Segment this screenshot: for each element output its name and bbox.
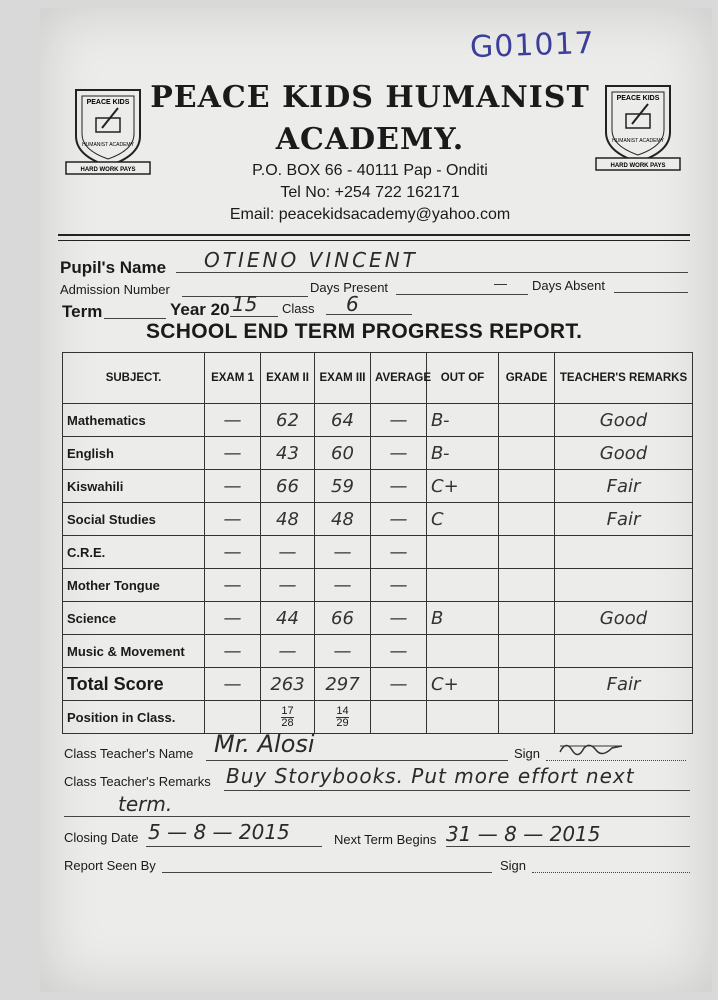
subject-cell: Position in Class.	[63, 701, 205, 734]
table-row	[63, 602, 693, 635]
exam3-cell: 66	[315, 602, 371, 635]
school-address: P.O. BOX 66 - 40111 Pap - Onditi	[252, 162, 488, 179]
out-of-cell: B-	[427, 437, 499, 470]
class-value: 6	[346, 292, 359, 316]
average-cell: —	[371, 569, 427, 602]
grade-cell	[499, 536, 555, 569]
table-row	[63, 569, 693, 602]
logo-ring-text: HUMANIST ACADEMY	[612, 138, 664, 144]
exam1-cell: —	[205, 503, 261, 536]
logo-top-text: PEACE KIDS	[616, 95, 660, 102]
table-row	[63, 470, 693, 503]
subject-cell: Kiswahili	[63, 470, 205, 503]
exam2-cell: —	[261, 635, 315, 668]
exam2-cell: 62	[261, 404, 315, 437]
grade-cell	[499, 635, 555, 668]
remarks-cell: Fair	[555, 503, 693, 536]
teacher-remarks-line2	[64, 816, 690, 817]
school-logo-left	[62, 84, 154, 180]
exam2-cell: 44	[261, 602, 315, 635]
out-of-cell	[427, 536, 499, 569]
total-score-row	[63, 668, 693, 701]
admission-number-label: Admission Number	[60, 282, 170, 297]
exam2-cell: 263	[261, 668, 315, 701]
col-grade: GRADE	[499, 353, 555, 404]
logo-banner-text: HARD WORK PAYS	[610, 163, 666, 169]
out-of-cell	[427, 701, 499, 734]
average-cell	[371, 701, 427, 734]
exam3-position-cell	[315, 701, 371, 734]
remarks-cell	[555, 635, 693, 668]
parent-sign-line	[532, 872, 690, 873]
remarks-cell	[555, 536, 693, 569]
subject-cell: Science	[63, 602, 205, 635]
table-header-row	[63, 353, 693, 404]
closing-date-label: Closing Date	[64, 830, 139, 845]
out-of-cell	[427, 569, 499, 602]
days-present-line	[396, 294, 528, 295]
exam2-cell: —	[261, 569, 315, 602]
teacher-name-label: Class Teacher's Name	[64, 746, 194, 761]
next-term-label: Next Term Begins	[334, 832, 437, 847]
average-cell: —	[371, 668, 427, 701]
term-line	[104, 318, 166, 319]
closing-date-line	[146, 846, 322, 847]
exam1-cell: —	[205, 668, 261, 701]
grade-cell	[499, 503, 555, 536]
year-label: Year 20	[170, 300, 230, 319]
logo-ring-text: HUMANIST ACADEMY	[82, 142, 134, 148]
average-cell: —	[371, 470, 427, 503]
teacher-remarks-line1	[224, 790, 690, 791]
exam1-cell: —	[205, 437, 261, 470]
exam2-cell: —	[261, 536, 315, 569]
next-term-value: 31 — 8 — 2015	[446, 822, 601, 846]
remarks-cell: Good	[555, 602, 693, 635]
subject-cell: English	[63, 437, 205, 470]
average-cell: —	[371, 635, 427, 668]
position-row	[63, 701, 693, 734]
exam2-cell: 48	[261, 503, 315, 536]
subject-cell: Social Studies	[63, 503, 205, 536]
teacher-remarks-value-2: term.	[118, 792, 173, 816]
report-title: SCHOOL END TERM PROGRESS REPORT.	[146, 320, 583, 343]
exam2-position-number: 17	[281, 704, 294, 717]
average-cell: —	[371, 404, 427, 437]
exam1-cell: —	[205, 536, 261, 569]
table-row	[63, 503, 693, 536]
school-name-line2: ACADEMY.	[275, 122, 465, 157]
table-row	[63, 437, 693, 470]
grade-cell	[499, 437, 555, 470]
average-cell: —	[371, 602, 427, 635]
teacher-sign-line	[546, 760, 686, 761]
reference-code: G01017	[469, 25, 596, 66]
exam2-class-size: 28	[281, 716, 294, 729]
exam3-position-fraction	[336, 706, 348, 729]
exam1-cell	[205, 701, 261, 734]
remarks-cell: Good	[555, 404, 693, 437]
remarks-cell: Fair	[555, 470, 693, 503]
grade-cell	[499, 668, 555, 701]
closing-date-value: 5 — 8 — 2015	[148, 820, 290, 844]
exam3-cell: 297	[315, 668, 371, 701]
school-name-line1: PEACE KIDS HUMANIST	[150, 80, 590, 115]
exam3-cell: 64	[315, 404, 371, 437]
out-of-cell	[427, 635, 499, 668]
exam2-position-cell	[261, 701, 315, 734]
exam3-cell: —	[315, 569, 371, 602]
subject-cell: Music & Movement	[63, 635, 205, 668]
school-email: Email: peacekidsacademy@yahoo.com	[229, 206, 511, 223]
remarks-cell: Good	[555, 437, 693, 470]
exam2-position-fraction	[281, 706, 293, 729]
col-subject: SUBJECT.	[63, 353, 205, 404]
out-of-cell: C+	[427, 470, 499, 503]
exam3-cell: —	[315, 635, 371, 668]
average-cell: —	[371, 437, 427, 470]
col-out-of: OUT OF	[427, 353, 499, 404]
remarks-cell	[555, 701, 693, 734]
out-of-cell: C+	[427, 668, 499, 701]
exam3-cell: 60	[315, 437, 371, 470]
exam1-cell: —	[205, 569, 261, 602]
exam2-cell: 66	[261, 470, 315, 503]
parent-sign-label: Sign	[500, 858, 527, 873]
exam1-cell: —	[205, 470, 261, 503]
pupil-name-label: Pupil's Name	[60, 258, 167, 277]
term-label: Term	[62, 302, 103, 321]
exam3-class-size: 29	[336, 716, 349, 729]
col-exam2: EXAM II	[261, 353, 315, 404]
exam2-cell: 43	[261, 437, 315, 470]
col-exam1: EXAM 1	[205, 353, 261, 404]
days-absent-label: Days Absent	[532, 278, 605, 293]
exam1-cell: —	[205, 404, 261, 437]
grade-cell	[499, 404, 555, 437]
grade-cell	[499, 701, 555, 734]
grade-cell	[499, 602, 555, 635]
table-row	[63, 536, 693, 569]
subject-cell: C.R.E.	[63, 536, 205, 569]
header-divider-bottom	[58, 240, 690, 241]
pupil-name-value: OTIENO VINCENT	[204, 248, 418, 272]
col-remarks: TEACHER'S REMARKS	[555, 353, 693, 404]
grades-table	[62, 352, 693, 734]
subject-cell: Mother Tongue	[63, 569, 205, 602]
subject-cell: Total Score	[63, 668, 205, 701]
exam3-cell: 59	[315, 470, 371, 503]
school-telephone: Tel No: +254 722 162171	[280, 184, 460, 201]
report-seen-by-line	[162, 872, 492, 873]
average-cell: —	[371, 536, 427, 569]
exam3-cell: 48	[315, 503, 371, 536]
exam3-position-number: 14	[336, 704, 349, 717]
school-logo-right	[592, 80, 684, 176]
table-row	[63, 404, 693, 437]
exam3-cell: —	[315, 536, 371, 569]
out-of-cell: B-	[427, 404, 499, 437]
header-divider-top	[58, 234, 690, 236]
grade-cell	[499, 569, 555, 602]
logo-banner-text: HARD WORK PAYS	[80, 167, 136, 173]
out-of-cell: C	[427, 503, 499, 536]
remarks-cell: Fair	[555, 668, 693, 701]
grade-cell	[499, 470, 555, 503]
col-exam3: EXAM III	[315, 353, 371, 404]
year-value: 15	[232, 292, 258, 316]
teacher-signature	[556, 738, 626, 758]
col-average: AVERAGE	[371, 353, 427, 404]
subject-cell: Mathematics	[63, 404, 205, 437]
class-label: Class	[282, 301, 315, 316]
days-present-label: Days Present	[310, 280, 389, 295]
days-present-value: —	[494, 276, 507, 291]
exam1-cell: —	[205, 635, 261, 668]
logo-top-text: PEACE KIDS	[86, 99, 130, 106]
remarks-cell	[555, 569, 693, 602]
teacher-remarks-value-1: Buy Storybooks. Put more effort next	[226, 764, 635, 788]
table-row	[63, 635, 693, 668]
days-absent-line	[614, 292, 688, 293]
report-seen-by-label: Report Seen By	[64, 858, 156, 873]
teacher-name-line	[206, 760, 508, 761]
pupil-name-line	[176, 272, 688, 273]
teacher-name-value: Mr. Alosi	[214, 730, 315, 758]
teacher-sign-label: Sign	[514, 746, 541, 761]
out-of-cell: B	[427, 602, 499, 635]
exam1-cell: —	[205, 602, 261, 635]
class-line	[326, 314, 412, 315]
average-cell: —	[371, 503, 427, 536]
teacher-remarks-label: Class Teacher's Remarks	[64, 774, 211, 789]
next-term-line	[446, 846, 690, 847]
year-line	[230, 316, 278, 317]
